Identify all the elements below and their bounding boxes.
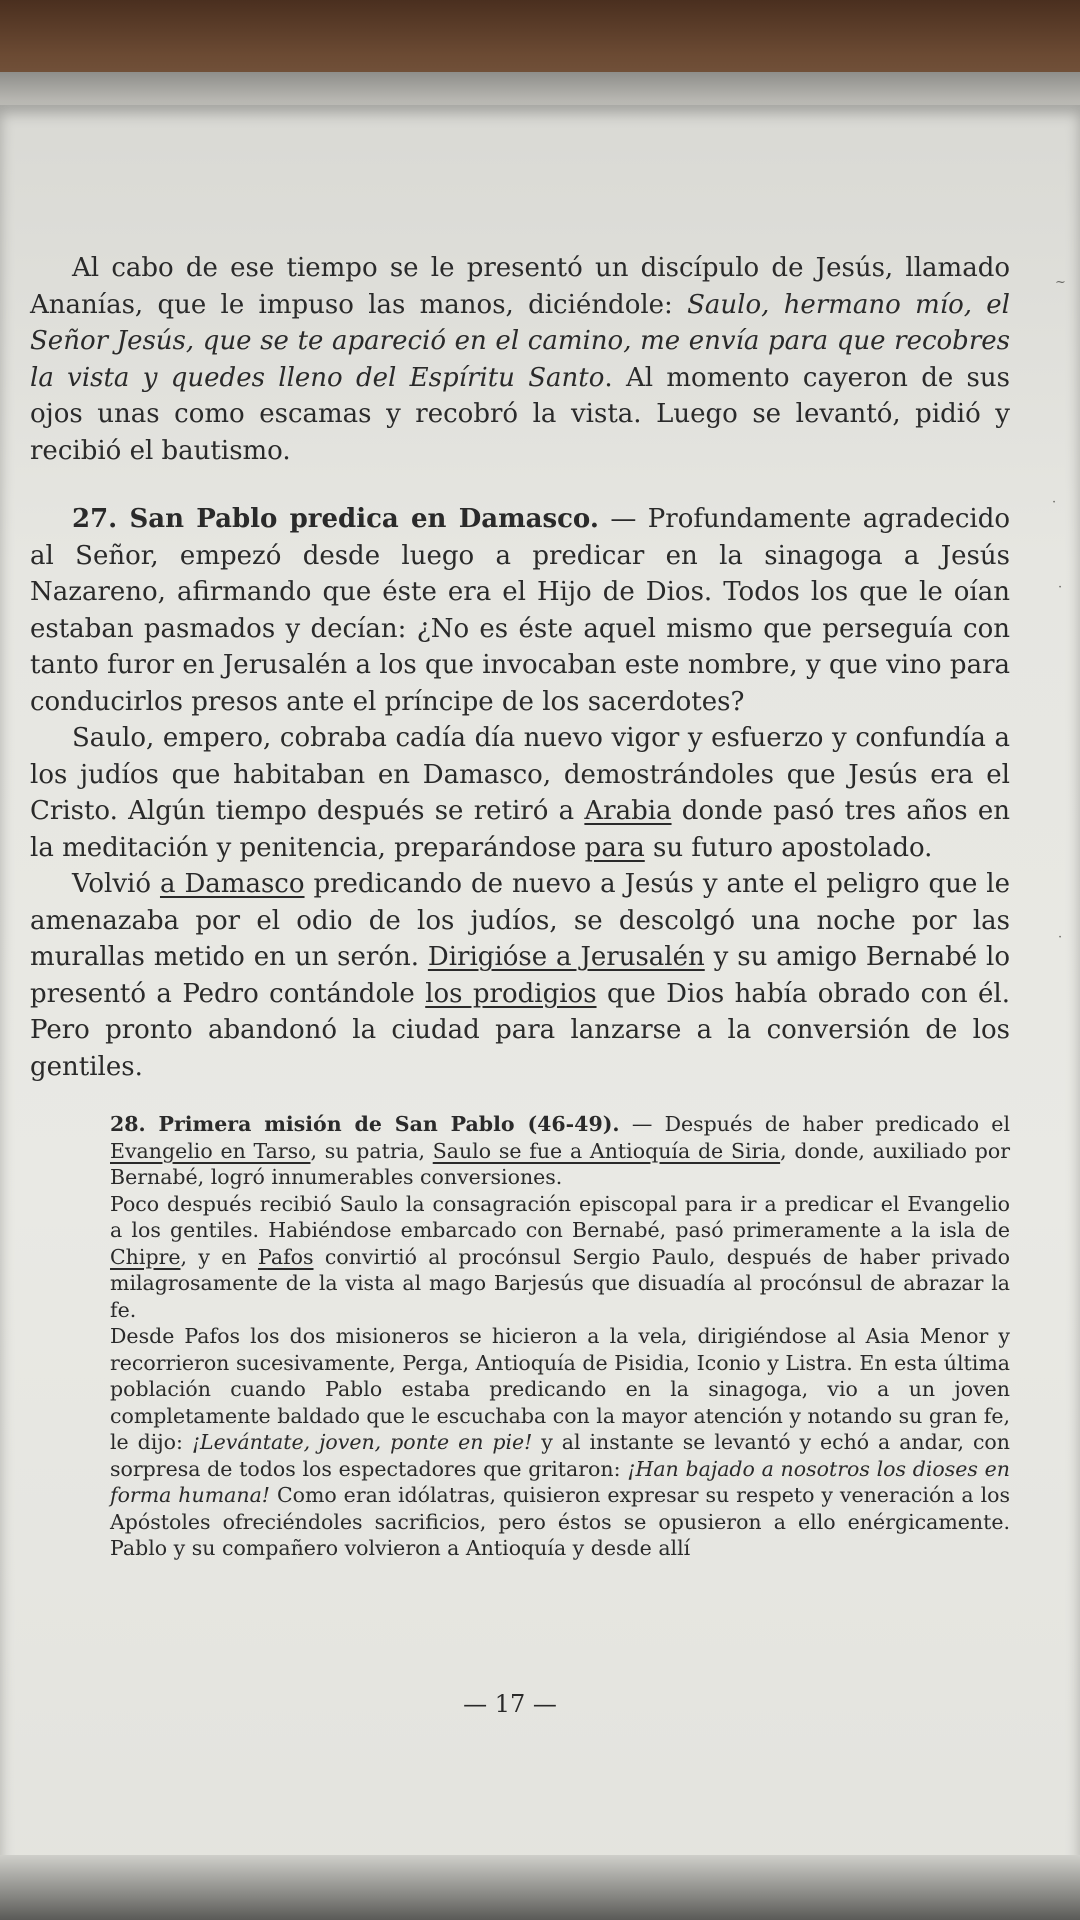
margin-pencil-mark: · xyxy=(1058,580,1063,595)
section-28-pafos: Desde Pafos los dos misioneros se hicieron a la vela, dirigiéndose al Asia Menor y recorrieron sucesivamente, Perga, Antioquía de Pisidia, Iconio y Listra. En esta última población cuando Pablo estaba predicando en la sinagoga, vio a un joven completamente baldado que le escuchaba con la mayor atención y notando su gran fe, le dijo: ¡Levántate, joven, ponte en pie! y al instante se levantó y echó a andar, con sorpresa de todos los espectadores que gritaron: ¡Han bajado a nosotros los dioses en forma humana! Como eran idólatras, quisieron expresar su respeto y veneración a los Apóstoles ofreciéndoles sacrificios, pero éstos se opusieron a ello enérgicamente. Pablo y su compañero volvieron a Antioquía y desde allí xyxy=(110,1324,1010,1560)
paragraph-volvio-damasco: Volvió a Damasco predicando de nuevo a Jesús y ante el peligro que le amenazaba por el odio de los judíos, se descolgó una noche por las murallas metido en un serón. Dirigióse a Jerusalén y su amigo Bernabé lo presentó a Pedro contándole los prodigios que Dios había obrado con él. Pero pronto abandonó la ciudad para lanzarse a la conversión de los gentiles. xyxy=(30,869,1010,1082)
section-28-block xyxy=(110,1111,1010,1562)
paragraph-saulo-arabia: Saulo, empero, cobraba cadía día nuevo vigor y esfuerzo y confundía a los judíos que habitaban en Damasco, demostrándoles que Jesús era el Cristo. Algún tiempo después se retiró a Arabia donde pasó tres años en la meditación y penitencia, preparándose para su futuro apostolado. xyxy=(30,723,1010,863)
margin-pencil-mark: · xyxy=(1058,930,1063,945)
paragraph-ananias: Al cabo de ese tiempo se le presentó un discípulo de Jesús, llamado Ananías, que le impuso las manos, diciéndole: Saulo, hermano mío, el Señor Jesús, que se te apareció en el camino, me envía para que recobres la vista y quedes lleno del Espíritu Santo. Al momento cayeron de sus ojos unas como escamas y recobró la vista. Luego se levantó, pidió y recibió el bautismo. xyxy=(30,253,1010,466)
main-text-block xyxy=(30,250,1010,1085)
margin-pencil-mark: · xyxy=(1052,495,1057,510)
margin-pencil-mark: ~ xyxy=(1055,275,1066,290)
section-28-chipre: Poco después recibió Saulo la consagración episcopal para ir a predicar el Evangelio a los gentiles. Habiéndose embarcado con Bernabé, pasó primeramente a la isla de Chipre, y en Pafos convirtió al procónsul Sergio Paulo, después de haber privado milagrosamente de la vista al mago Barjesús que disuadía al procónsul de abrazar la fe. xyxy=(110,1191,1010,1322)
section-27: 27. San Pablo predica en Damasco. — Profundamente agradecido al Señor, empezó desde luego a predicar en la sinagoga a Jesús Nazareno, afirmando que éste era el Hijo de Dios. Todos los que le oían estaban pasmados y decían: ¿No es éste aquel mismo que perseguía con tanto furor en Jerusalén a los que invocaban este nombre, y que vino para conducirlos presos ante el príncipe de los sacerdotes? xyxy=(30,504,1010,717)
page-bottom-edge xyxy=(0,1855,1080,1920)
section-28-heading: 28. Primera misión de San Pablo (46-49). xyxy=(110,1112,620,1136)
page-number: — 17 — xyxy=(463,1690,557,1718)
section-27-heading: 27. San Pablo predica en Damasco. xyxy=(72,504,599,534)
section-28-intro: 28. Primera misión de San Pablo (46-49). — Después de haber predicado el Evangelio en Tarso, su patria, Saulo se fue a Antioquía de Siria, donde, auxiliado por Bernabé, logró innumerables conversiones. xyxy=(110,1112,1010,1189)
